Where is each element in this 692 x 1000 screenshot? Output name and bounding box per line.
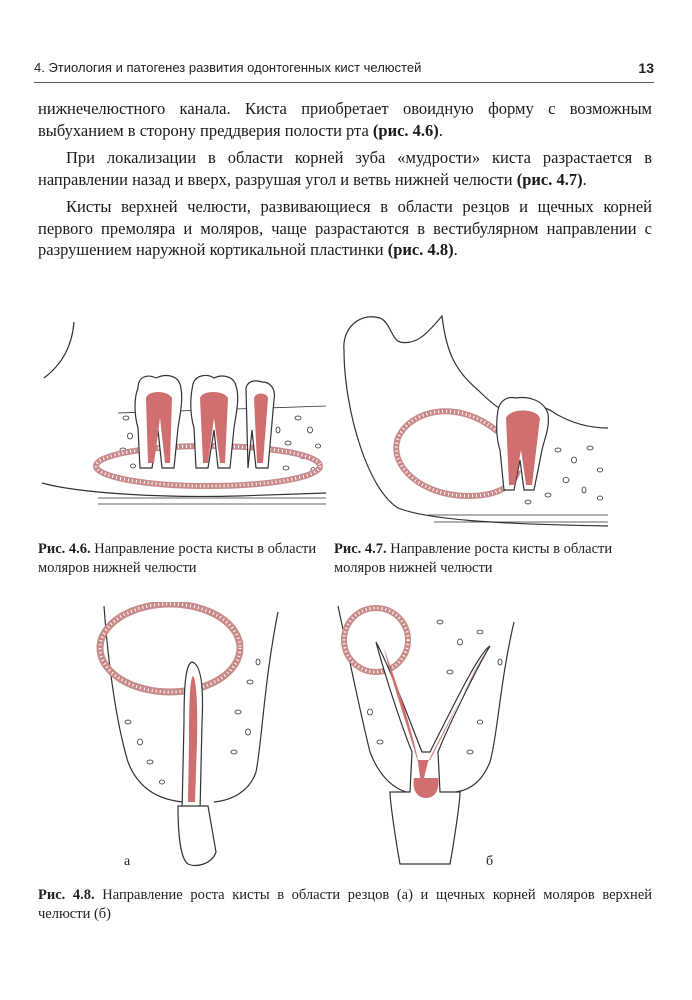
chapter-title: 4. Этиология и патогенез развития одонтогенных кист челюстей <box>34 60 422 75</box>
header-rule <box>34 82 654 83</box>
figure-4-8-label-b: б <box>486 854 494 869</box>
figure-4-8a-illustration <box>88 602 300 870</box>
figure-4-6-caption <box>38 540 318 578</box>
body-text <box>38 98 652 267</box>
figure-ref: (рис. 4.8) <box>387 240 454 259</box>
paragraph-1: нижнечелюстного канала. Киста приобретает овоидную форму с возможным выбуханием в сторону преддверия полости рта (рис. 4.6). <box>38 99 652 140</box>
figure-label: Рис. 4.7. <box>334 541 387 557</box>
figure-ref: (рис. 4.7) <box>516 169 583 189</box>
page-number: 13 <box>638 60 654 76</box>
figure-4-7-illustration <box>338 310 610 535</box>
running-head <box>34 60 654 75</box>
caption-text: Направление роста кисты в области моляров нижней челюсти <box>38 541 317 576</box>
caption-text: Направление роста кисты в области резцов (а) и щечных корней моляров верхней челюсти (б) <box>38 887 653 922</box>
caption-text: Направление роста кисты в области моляров нижней челюсти <box>334 541 613 576</box>
paragraph-2: При локализации в области корней зуба «мудрости» киста разрастается в направлении назад и вверх, разрушая угол и ветвь нижней челюсти (рис. 4.7). <box>38 148 652 189</box>
paragraph-3: Кисты верхней челюсти, развивающиеся в области резцов и щечных корней первого премоляра и моляров, чаще разрастаются в вестибулярном направлении с разрушением наружной кортикальной пластинки (рис. 4.8). <box>38 197 652 259</box>
figure-ref: (рис. 4.6) <box>372 120 439 140</box>
figure-label: Рис. 4.8. <box>38 887 95 903</box>
figure-4-7-caption <box>334 540 614 578</box>
figure-4-8b-illustration <box>330 602 520 870</box>
figure-4-8-caption <box>38 886 652 924</box>
figure-4-8-label-a: а <box>124 854 131 869</box>
figure-4-6-illustration <box>38 318 328 528</box>
figure-label: Рис. 4.6. <box>38 541 91 557</box>
